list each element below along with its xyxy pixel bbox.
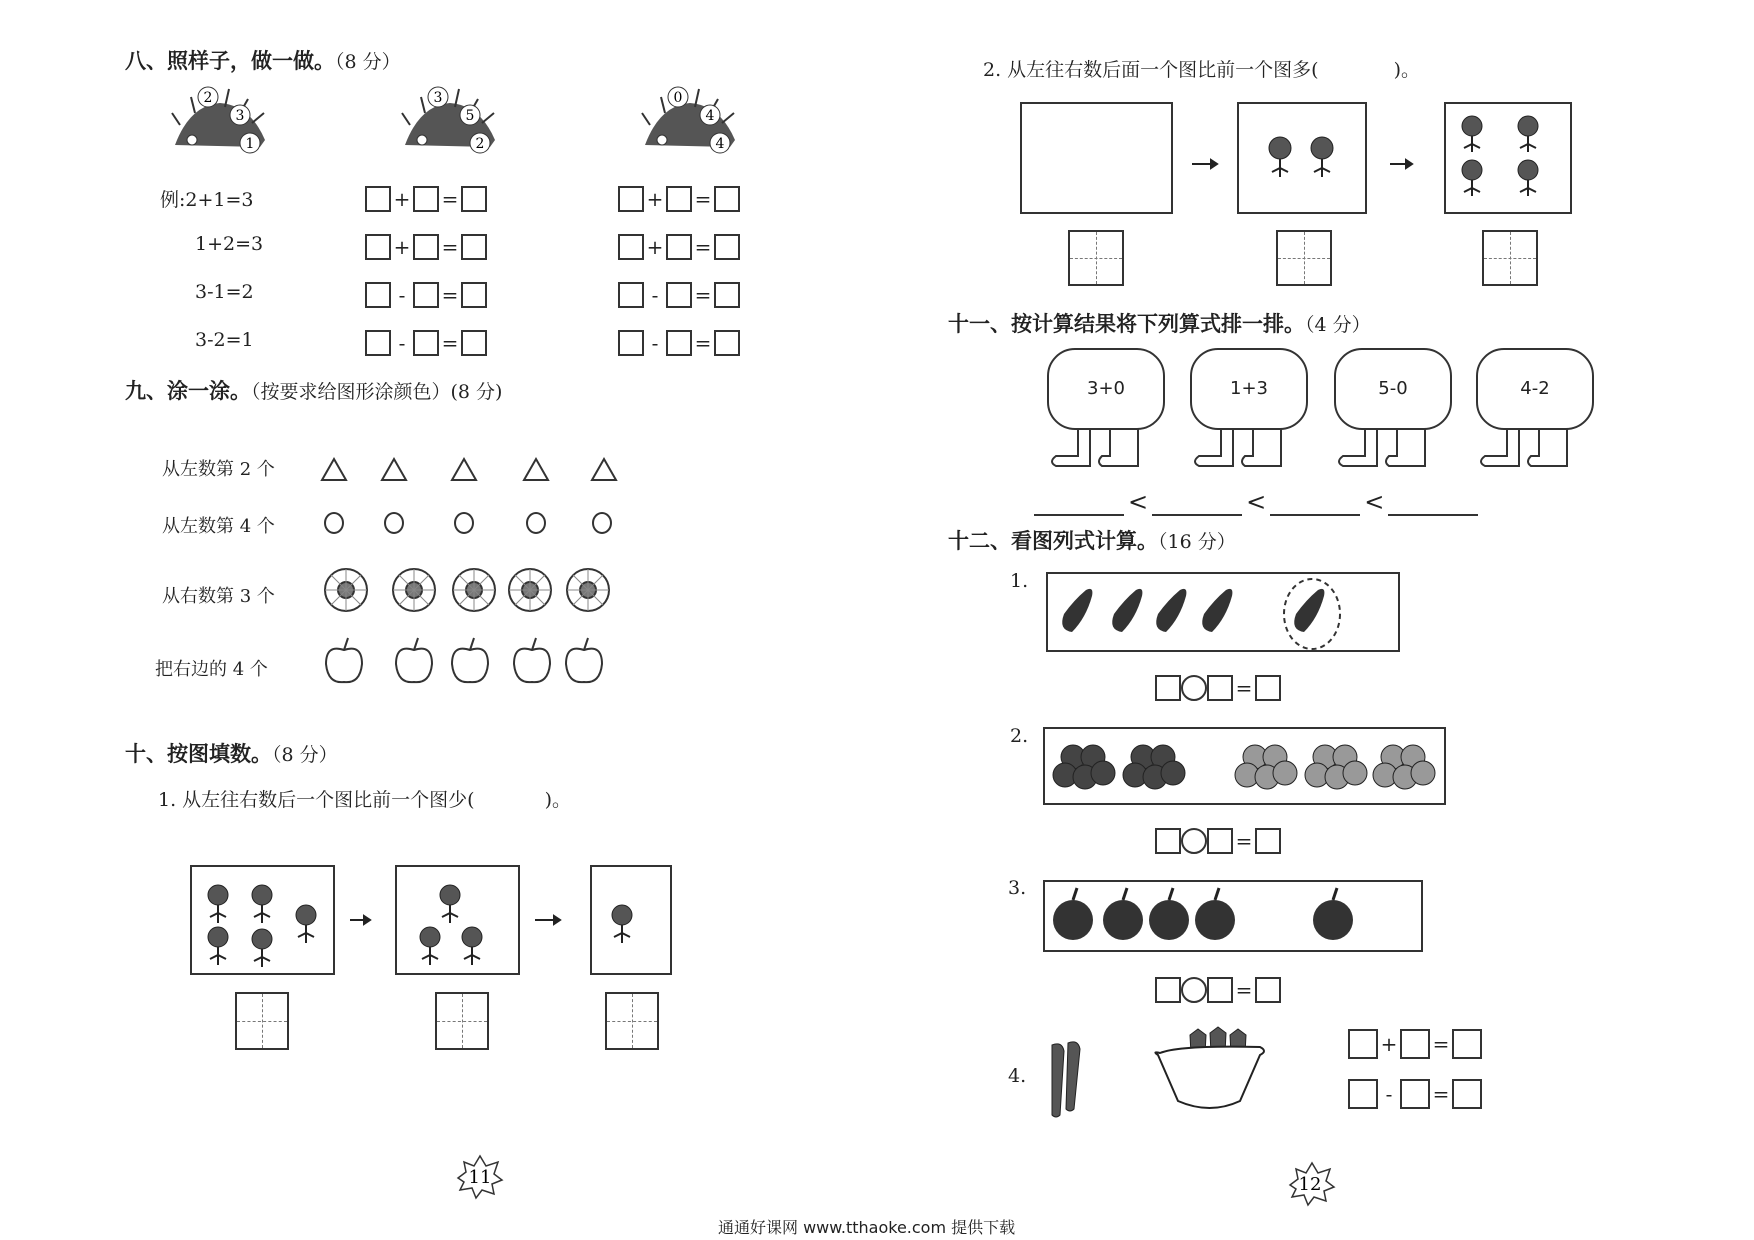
svg-text:2: 2 <box>475 136 485 152</box>
eq-blank-row[interactable]: - = <box>365 327 487 358</box>
flower-ball-shape <box>509 569 551 611</box>
order-blanks[interactable]: < < < <box>1030 488 1482 516</box>
coloring-shapes <box>310 445 630 695</box>
carrot-icon <box>1066 1042 1080 1111</box>
q12-num: 1. <box>1010 570 1029 592</box>
hedgehog-1-num-top: 2 <box>203 90 213 106</box>
triangle-shape <box>524 459 548 480</box>
svg-text:3: 3 <box>433 90 443 106</box>
circle-shape <box>455 513 473 533</box>
flower-icon <box>1518 160 1538 196</box>
flower-icon <box>440 885 460 923</box>
apple-shape <box>396 638 432 682</box>
eq-blank-row[interactable]: = <box>1155 974 1281 1005</box>
svg-text:4: 4 <box>705 108 715 124</box>
svg-text:3: 3 <box>235 108 245 124</box>
eggplant-icon <box>1294 589 1324 632</box>
answer-grid[interactable] <box>235 992 289 1050</box>
apple-icon <box>1313 888 1353 940</box>
expr-bubble: 1+3 <box>1190 348 1308 430</box>
answer-grid[interactable] <box>605 992 659 1050</box>
q12-num: 3. <box>1008 877 1027 899</box>
flower-cluster-icon <box>1053 745 1115 789</box>
section-11-title: 十一、按计算结果将下列算式排一排。（4 分） <box>948 312 1371 336</box>
apple-icon <box>1195 888 1235 940</box>
flower-cluster-icon <box>1123 745 1185 789</box>
flowers-q2 <box>1170 102 1580 214</box>
eggplant-icon <box>1156 589 1186 632</box>
answer-grid[interactable] <box>1276 230 1332 286</box>
apple-shape <box>326 638 362 682</box>
row-label: 把右边的 4 个 <box>155 659 268 680</box>
flower-ball-shape <box>567 569 609 611</box>
svg-text:11: 11 <box>468 1167 492 1188</box>
example-4: 3-2=1 <box>195 329 254 351</box>
svg-text:5: 5 <box>465 108 475 124</box>
circle-shape <box>527 513 545 533</box>
hedgehog-figures <box>150 85 770 165</box>
hedgehog-2 <box>402 87 495 153</box>
flower-clusters <box>1043 727 1446 805</box>
q10-2-text: 2. 从左往右数后面一个图比前一个图多( )。 <box>983 59 1421 81</box>
hedgehog-1 <box>172 87 265 153</box>
q10-1-text: 1. 从左往右数后一个图比前一个图少( )。 <box>158 789 572 811</box>
eq-blank-row[interactable]: = <box>1155 825 1281 856</box>
triangle-shape <box>382 459 406 480</box>
flower-icon <box>462 927 482 965</box>
eq-blank-row[interactable]: + = <box>618 183 740 214</box>
eq-blank-row-minus[interactable]: - = <box>1348 1078 1482 1109</box>
flower-icon <box>208 927 228 965</box>
eq-blank-row[interactable]: - = <box>618 279 740 310</box>
flower-cluster-icon <box>1235 745 1297 789</box>
svg-text:4: 4 <box>715 136 725 152</box>
row-label: 从左数第 4 个 <box>162 516 275 537</box>
apple-shape <box>514 638 550 682</box>
circle-shape <box>593 513 611 533</box>
hedgehog-3 <box>642 87 735 153</box>
flower-icon <box>420 927 440 965</box>
flowers-q1 <box>190 865 680 975</box>
expr-bubble: 5-0 <box>1334 348 1452 430</box>
answer-grid[interactable] <box>435 992 489 1050</box>
triangle-shape <box>322 459 346 480</box>
answer-grid[interactable] <box>1482 230 1538 286</box>
section-9-title: 九、涂一涂。（按要求给图形涂颜色）(8 分) <box>125 379 503 403</box>
apple-icon <box>1149 888 1189 940</box>
svg-text:12: 12 <box>1298 1174 1322 1195</box>
triangle-shape <box>592 459 616 480</box>
circle-shape <box>325 513 343 533</box>
page-number-12 <box>1282 1157 1342 1207</box>
svg-text:1: 1 <box>245 136 255 152</box>
eq-blank-row[interactable]: + = <box>365 183 487 214</box>
flower-ball-shape <box>453 569 495 611</box>
svg-text:0: 0 <box>673 90 683 106</box>
q12-num: 2. <box>1010 725 1029 747</box>
row-label: 从左数第 2 个 <box>162 459 275 480</box>
page-number-11 <box>450 1150 510 1200</box>
eggplants <box>1046 572 1400 652</box>
eggplant-icon <box>1062 589 1092 632</box>
apple-icon <box>1103 888 1143 940</box>
circle-shape <box>385 513 403 533</box>
eq-blank-row[interactable]: + = <box>618 231 740 262</box>
carrot-icon <box>1052 1044 1064 1117</box>
flower-cluster-icon <box>1305 745 1367 789</box>
example-3: 3-1=2 <box>195 281 254 303</box>
row-label: 从右数第 3 个 <box>162 586 275 607</box>
eq-blank-row[interactable]: = <box>1155 672 1281 703</box>
carrots-and-basket <box>1040 1025 1280 1125</box>
section-12-title: 十二、看图列式计算。（16 分） <box>948 529 1236 553</box>
flower-ball-shape <box>393 569 435 611</box>
flower-icon <box>1462 116 1482 152</box>
flower-icon <box>208 885 228 923</box>
eq-blank-row[interactable]: - = <box>618 327 740 358</box>
eggplant-icon <box>1112 589 1142 632</box>
example-2: 1+2=3 <box>195 233 264 255</box>
expr-bubble: 4-2 <box>1476 348 1594 430</box>
example-1: 例:2+1=3 <box>160 189 254 211</box>
flower-icon <box>1518 116 1538 152</box>
apples-q3 <box>1043 880 1423 952</box>
flower-icon <box>252 929 272 967</box>
triangle-shape <box>452 459 476 480</box>
flower-cluster-icon <box>1373 745 1435 789</box>
expr-bubble: 3+0 <box>1047 348 1165 430</box>
flower-ball-shape <box>325 569 367 611</box>
eggplant-icon <box>1202 589 1232 632</box>
eq-blank-row[interactable]: + = <box>365 231 487 262</box>
section-10-title: 十、按图填数。（8 分） <box>125 742 338 766</box>
flower-icon <box>1462 160 1482 196</box>
flower-icon <box>296 905 316 943</box>
q12-num: 4. <box>1008 1065 1027 1087</box>
basket-icon <box>1155 1027 1264 1108</box>
flower-icon <box>1269 137 1291 177</box>
bubble-legs <box>1040 428 1600 468</box>
flower-icon <box>252 885 272 923</box>
eq-blank-row[interactable]: - = <box>365 279 487 310</box>
apple-shape <box>566 638 602 682</box>
eq-blank-row-plus[interactable]: + = <box>1348 1028 1482 1059</box>
answer-grid[interactable] <box>1068 230 1124 286</box>
apple-icon <box>1053 888 1093 940</box>
empty-box <box>1020 102 1173 214</box>
footer-text: 通通好课网 www.tthaoke.com 提供下载 <box>718 1218 1016 1237</box>
flower-icon <box>612 905 632 943</box>
section-8-title: 八、照样子，做一做。（8 分） <box>125 49 401 73</box>
flower-icon <box>1311 137 1333 177</box>
apple-shape <box>452 638 488 682</box>
